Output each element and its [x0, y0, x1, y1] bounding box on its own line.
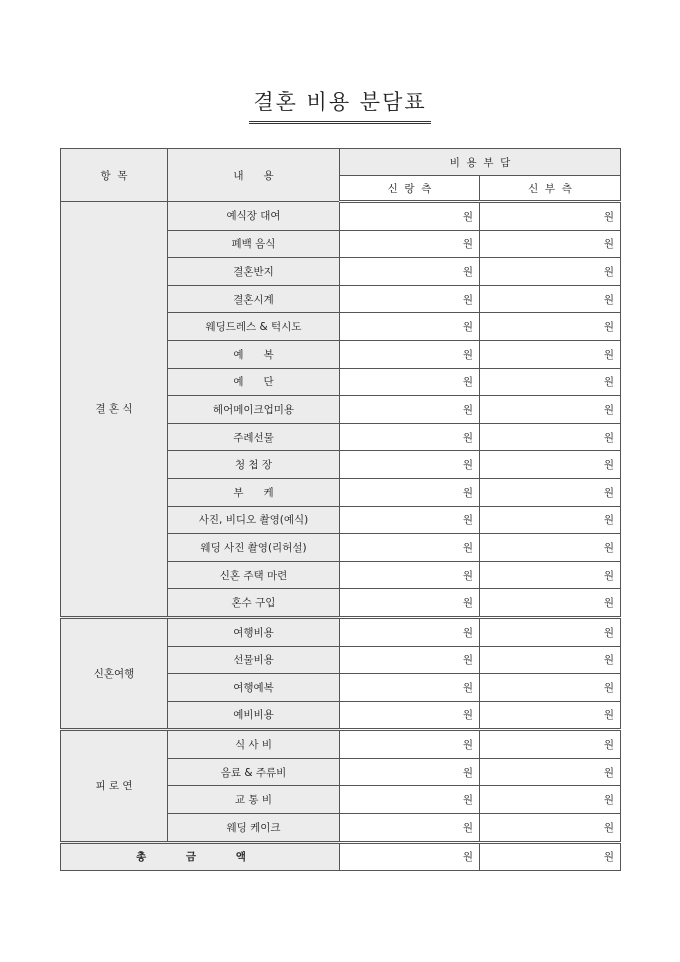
section-label: 결 혼 식	[61, 202, 168, 618]
bride-amount-cell[interactable]: 원	[480, 313, 621, 341]
bride-amount-cell[interactable]: 원	[480, 561, 621, 589]
groom-amount-cell[interactable]: 원	[340, 285, 480, 313]
item-label: 헤어메이크업미용	[168, 396, 340, 424]
groom-amount-cell[interactable]: 원	[340, 617, 480, 646]
groom-amount-cell[interactable]: 원	[340, 258, 480, 286]
item-label: 결혼반지	[168, 258, 340, 286]
groom-amount-cell[interactable]: 원	[340, 202, 480, 231]
header-row	[61, 149, 621, 176]
page-title: 결혼 비용 분담표	[249, 86, 430, 124]
groom-amount-cell[interactable]: 원	[340, 534, 480, 562]
groom-amount-cell[interactable]: 원	[340, 758, 480, 786]
groom-amount-cell[interactable]: 원	[340, 451, 480, 479]
groom-amount-cell[interactable]: 원	[340, 701, 480, 730]
header-item: 항 목	[61, 149, 168, 202]
item-label: 여행비용	[168, 617, 340, 646]
groom-amount-cell[interactable]: 원	[340, 506, 480, 534]
item-label: 예 복	[168, 340, 340, 368]
header-cost: 비 용 부 담	[340, 149, 621, 176]
item-label: 웨딩드레스 & 턱시도	[168, 313, 340, 341]
header-bride: 신 부 측	[480, 176, 621, 202]
total-row	[61, 842, 621, 870]
header-groom: 신 랑 측	[340, 176, 480, 202]
item-label: 사진, 비디오 촬영(예식)	[168, 506, 340, 534]
item-label: 결혼시계	[168, 285, 340, 313]
item-label: 예 단	[168, 368, 340, 396]
groom-amount-cell[interactable]: 원	[340, 368, 480, 396]
item-label: 식 사 비	[168, 730, 340, 759]
item-label: 여행예복	[168, 674, 340, 702]
bride-amount-cell[interactable]: 원	[480, 617, 621, 646]
item-label: 음료 & 주류비	[168, 758, 340, 786]
groom-amount-cell[interactable]: 원	[340, 674, 480, 702]
item-label: 교 통 비	[168, 786, 340, 814]
item-label: 부 케	[168, 478, 340, 506]
bride-amount-cell[interactable]: 원	[480, 758, 621, 786]
item-label: 웨딩 케이크	[168, 814, 340, 843]
groom-amount-cell[interactable]: 원	[340, 423, 480, 451]
groom-amount-cell[interactable]: 원	[340, 589, 480, 618]
item-label: 혼수 구입	[168, 589, 340, 618]
item-label: 예식장 대여	[168, 202, 340, 231]
groom-amount-cell[interactable]: 원	[340, 230, 480, 258]
table-row	[61, 730, 621, 759]
bride-amount-cell[interactable]: 원	[480, 506, 621, 534]
cost-table-body	[61, 149, 621, 871]
item-label: 신혼 주택 마련	[168, 561, 340, 589]
bride-amount-cell[interactable]: 원	[480, 340, 621, 368]
groom-amount-cell[interactable]: 원	[340, 396, 480, 424]
header-content: 내 용	[168, 149, 340, 202]
total-bride-amount[interactable]: 원	[480, 842, 621, 870]
groom-amount-cell[interactable]: 원	[340, 478, 480, 506]
groom-amount-cell[interactable]: 원	[340, 561, 480, 589]
bride-amount-cell[interactable]: 원	[480, 534, 621, 562]
cost-table	[60, 148, 621, 871]
bride-amount-cell[interactable]: 원	[480, 423, 621, 451]
bride-amount-cell[interactable]: 원	[480, 814, 621, 843]
groom-amount-cell[interactable]: 원	[340, 340, 480, 368]
bride-amount-cell[interactable]: 원	[480, 589, 621, 618]
groom-amount-cell[interactable]: 원	[340, 646, 480, 674]
bride-amount-cell[interactable]: 원	[480, 202, 621, 231]
title-wrap	[0, 86, 680, 124]
item-label: 주례선물	[168, 423, 340, 451]
groom-amount-cell[interactable]: 원	[340, 313, 480, 341]
section-label: 신혼여행	[61, 617, 168, 729]
bride-amount-cell[interactable]: 원	[480, 646, 621, 674]
item-label: 웨딩 사진 촬영(리허설)	[168, 534, 340, 562]
bride-amount-cell[interactable]: 원	[480, 230, 621, 258]
groom-amount-cell[interactable]: 원	[340, 814, 480, 843]
groom-amount-cell[interactable]: 원	[340, 730, 480, 759]
bride-amount-cell[interactable]: 원	[480, 285, 621, 313]
total-groom-amount[interactable]: 원	[340, 842, 480, 870]
table-row	[61, 617, 621, 646]
bride-amount-cell[interactable]: 원	[480, 701, 621, 730]
item-label: 선물비용	[168, 646, 340, 674]
item-label: 청 첩 장	[168, 451, 340, 479]
bride-amount-cell[interactable]: 원	[480, 396, 621, 424]
section-label: 피 로 연	[61, 730, 168, 842]
bride-amount-cell[interactable]: 원	[480, 674, 621, 702]
bride-amount-cell[interactable]: 원	[480, 786, 621, 814]
groom-amount-cell[interactable]: 원	[340, 786, 480, 814]
item-label: 폐백 음식	[168, 230, 340, 258]
table-row	[61, 202, 621, 231]
bride-amount-cell[interactable]: 원	[480, 478, 621, 506]
bride-amount-cell[interactable]: 원	[480, 258, 621, 286]
bride-amount-cell[interactable]: 원	[480, 730, 621, 759]
bride-amount-cell[interactable]: 원	[480, 451, 621, 479]
item-label: 예비비용	[168, 701, 340, 730]
bride-amount-cell[interactable]: 원	[480, 368, 621, 396]
total-label: 총 금 액	[61, 842, 340, 870]
